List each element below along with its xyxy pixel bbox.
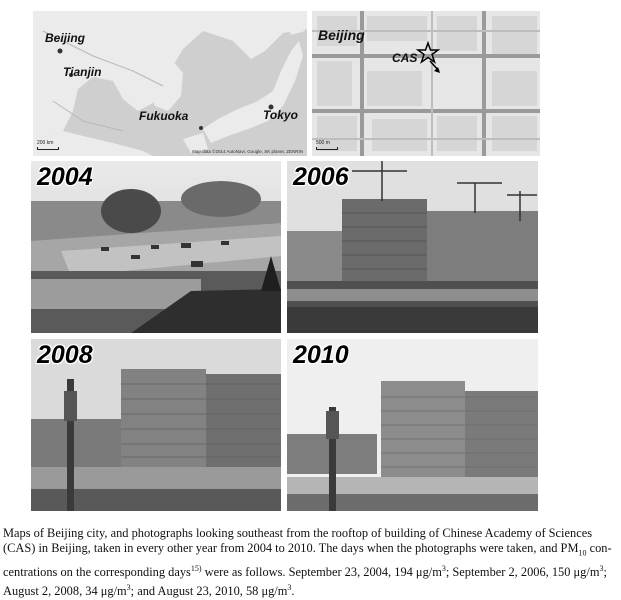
photo-2010 — [287, 339, 538, 511]
caption-line-2: (CAS) in Beijing, taken in every other year from 2004 to 2010. The days when the photographs were taken, and $PM_{10}$ con- — [3, 541, 612, 558]
photo-2006 — [287, 161, 538, 333]
map-beijing — [312, 11, 540, 156]
city-label-beijing: Beijing — [45, 31, 86, 45]
map-credit: Map data ©2014 AutoNavi, Google, SK planet, ZENRIN — [192, 149, 303, 154]
caption-line-3: centrations on the corresponding days$^{15)}$ were as follows. September 23, 2004, 194 $\mu g/m^3$; September 2, 2006, 150 $\mu g/m^3$; — [3, 563, 607, 579]
photo-2008 — [31, 339, 281, 511]
city-label-tokyo: Tokyo — [263, 108, 298, 122]
photo-year-2010: 2010 — [293, 341, 349, 369]
photo-2004 — [31, 161, 281, 333]
map-scale: 200 km — [37, 140, 59, 150]
map-scale-beijing: 500 m — [316, 140, 338, 150]
map-east-asia — [33, 11, 307, 156]
figure-caption — [3, 526, 615, 600]
photo-year-2004: 2004 — [37, 163, 93, 191]
city-label-fukuoka: Fukuoka — [139, 109, 189, 123]
site-label-cas: CAS — [392, 51, 418, 65]
photo-year-2006: 2006 — [293, 163, 349, 191]
map-label-beijing: Beijing — [318, 27, 365, 43]
photo-year-2008: 2008 — [37, 341, 93, 369]
city-label-tianjin: Tianjin — [63, 65, 102, 79]
caption-line-1: Maps of Beijing city, and photographs looking southeast from the rooftop of building of Chinese Academy of Sciences — [3, 526, 593, 540]
caption-line-4: August 2, 2008, 34 $\mu g/m^3$; and August 23, 2010, 58 $\mu g/m^3$. — [3, 583, 295, 599]
